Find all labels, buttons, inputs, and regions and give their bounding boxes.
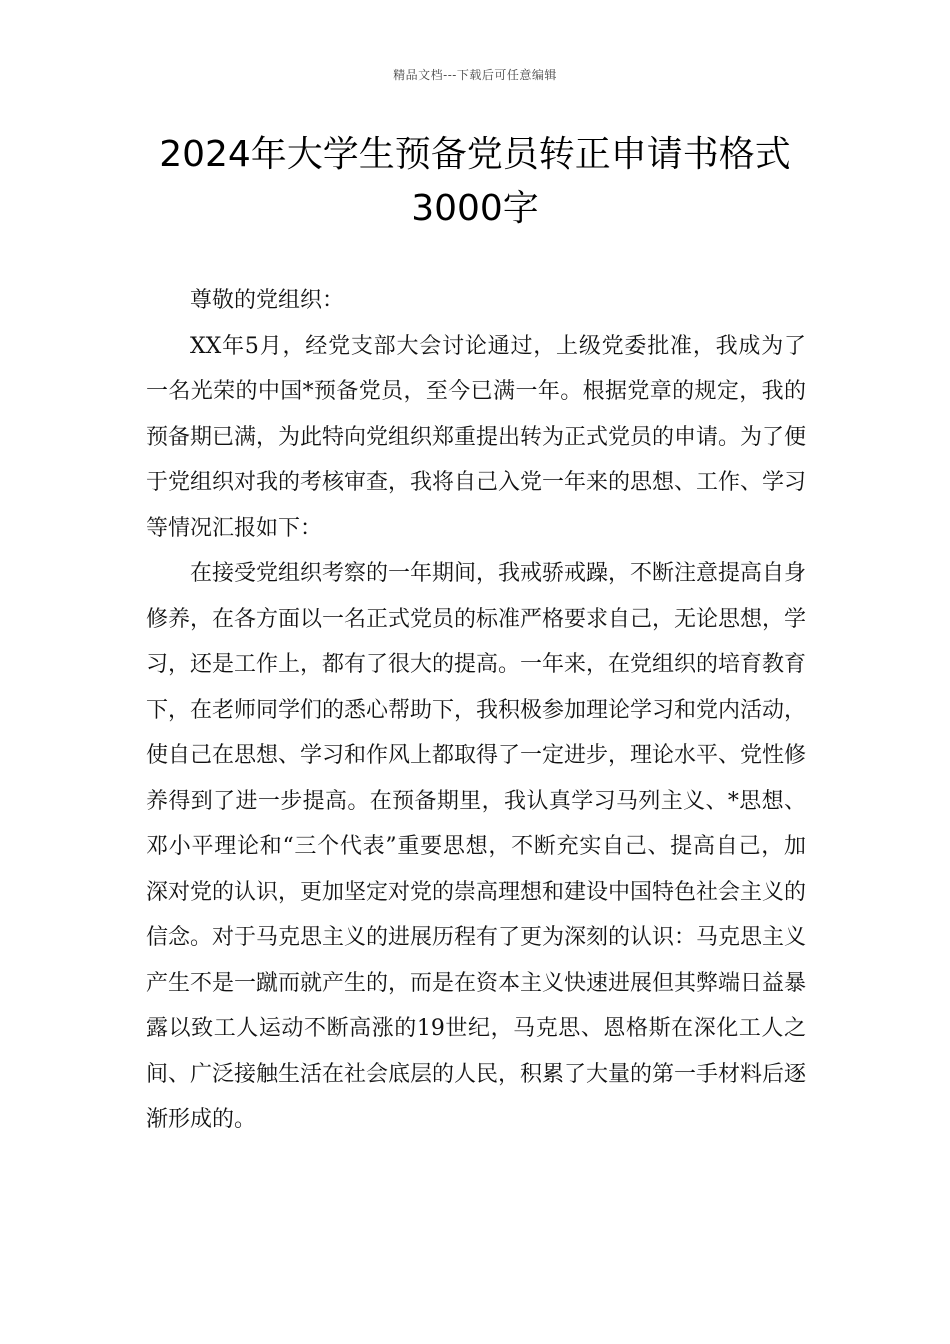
document-body <box>146 278 806 1143</box>
title-line-1: 2024年大学生预备党员转正申请书格式 <box>159 134 791 175</box>
document-title <box>100 128 850 236</box>
page-header: 精品文档---下载后可任意编辑 <box>393 68 557 82</box>
paragraph-2: 在接受党组织考察的一年期间，我戒骄戒躁，不断注意提高自身修养，在各方面以一名正式党员的标准严格要求自己，无论思想，学习，还是工作上，都有了很大的提高。一年来，在党组织的培育教育下，在老师同学们的悉心帮助下，我积极参加理论学习和党内活动，使自己在思想、学习和作风上都取得了一定进步，理论水平、党性修养得到了进一步提高。在预备期里，我认真学习马列主义、*思想、邓小平理论和“三个代表”重要思想，不断充实自己、提高自己，加深对党的认识，更加坚定对党的崇高理想和建设中国特色社会主义的信念。对于马克思主义的进展历程有了更为深刻的认识：马克思主义产生不是一蹴而就产生的，而是在资本主义快速进展但其弊端日益暴露以致工人运动不断高涨的19世纪，马克思、恩格斯在深化工人之间、广泛接触生活在社会底层的人民，积累了大量的第一手材料后逐渐形成的。 <box>146 561 807 1132</box>
salutation: 尊敬的党组织： <box>190 288 345 313</box>
paragraph-1: XX年5月，经党支部大会讨论通过，上级党委批准，我成为了一名光荣的中国*预备党员，至今已满一年。根据党章的规定，我的预备期已满，为此特向党组织郑重提出转为正式党员的申请。为了便于党组织对我的考核审查，我将自己入党一年来的思想、工作、学习等情况汇报如下： <box>146 333 807 541</box>
title-line-2: 3000字 <box>411 188 539 229</box>
